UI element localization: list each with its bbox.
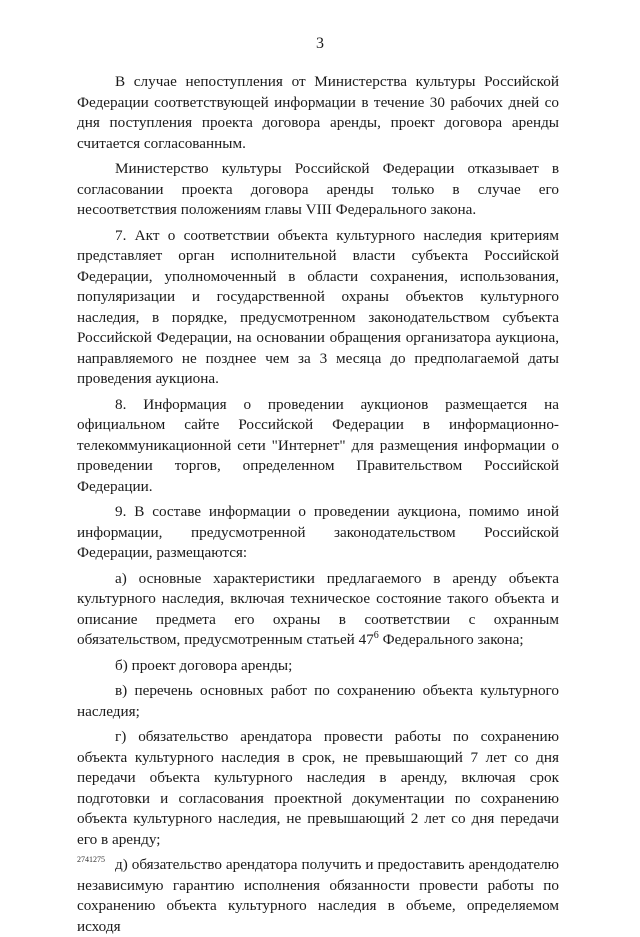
document-code: 2741275	[77, 855, 105, 864]
paragraph-subitem-a	[77, 569, 559, 651]
paragraph-subitem-g: г) обязательство арендатора провести работы по сохранению объекта культурного наследия в срок, не превышающий 7 лет со дня передачи объекта культурного наследия в аренду, включая срок подготовки и согласования проектной документации по сохранению объекта культурного наследия, не превышающий 2 лет со дня передачи его в аренду;	[77, 728, 559, 848]
paragraph-item-7: 7. Акт о соответствии объекта культурного наследия критериям представляет орган исполнительной власти субъекта Российской Федерации, уполномоченный в области сохранения, использования, популяризации и государственной охраны объектов культурного наследия, в порядке, предусмотренном законодательством субъекта Российской Федерации, на основании обращения организатора аукциона, направляемого не позднее чем за 3 месяца до предполагаемой даты проведения аукциона.	[77, 226, 559, 387]
paragraph-item-9: 9. В составе информации о проведении аукциона, помимо иной информации, предусмотренной законодательством Российской Федерации, размещаются:	[77, 503, 559, 561]
page-number: 3	[316, 35, 324, 52]
paragraph-subitem-v: в) перечень основных работ по сохранению объекта культурного наследия;	[77, 682, 559, 720]
document-body	[77, 72, 559, 937]
paragraph-ministry-refusal: Министерство культуры Российской Федерации отказывает в согласовании проекта договора аренды только в случае его несоответствия положениям главы VIII Федерального закона.	[77, 160, 559, 218]
paragraph-subitem-b: б) проект договора аренды;	[115, 656, 293, 674]
paragraph-item-8: 8. Информация о проведении аукционов размещается на официальном сайте Российской Федерации в информационно-телекоммуникационной сети "Интернет" для размещения информации о проведении торгов, определенном Правительством Российской Федерации.	[77, 395, 559, 495]
subitem-a-tail: Федерального закона;	[378, 631, 524, 648]
subitem-a-text: а) основные характеристики предлагаемого в аренду объекта культурного наследия, включая техническое состояние такого объекта и описание предмета его охраны в соответствии с охранным обязательством, предусмотренным статьей 47	[77, 569, 559, 648]
article-superscript: 6	[373, 629, 379, 641]
paragraph-non-receipt: В случае непоступления от Министерства культуры Российской Федерации соответствующей информации в течение 30 рабочих дней со дня поступления проекта договора аренды, проект договора аренды считается согласованным.	[77, 73, 559, 152]
paragraph-subitem-d: д) обязательство арендатора получить и предоставить арендодателю независимую гарантию исполнения обязанности провести работы по сохранению объекта культурного наследия в объеме, определяемом исходя	[77, 856, 559, 935]
